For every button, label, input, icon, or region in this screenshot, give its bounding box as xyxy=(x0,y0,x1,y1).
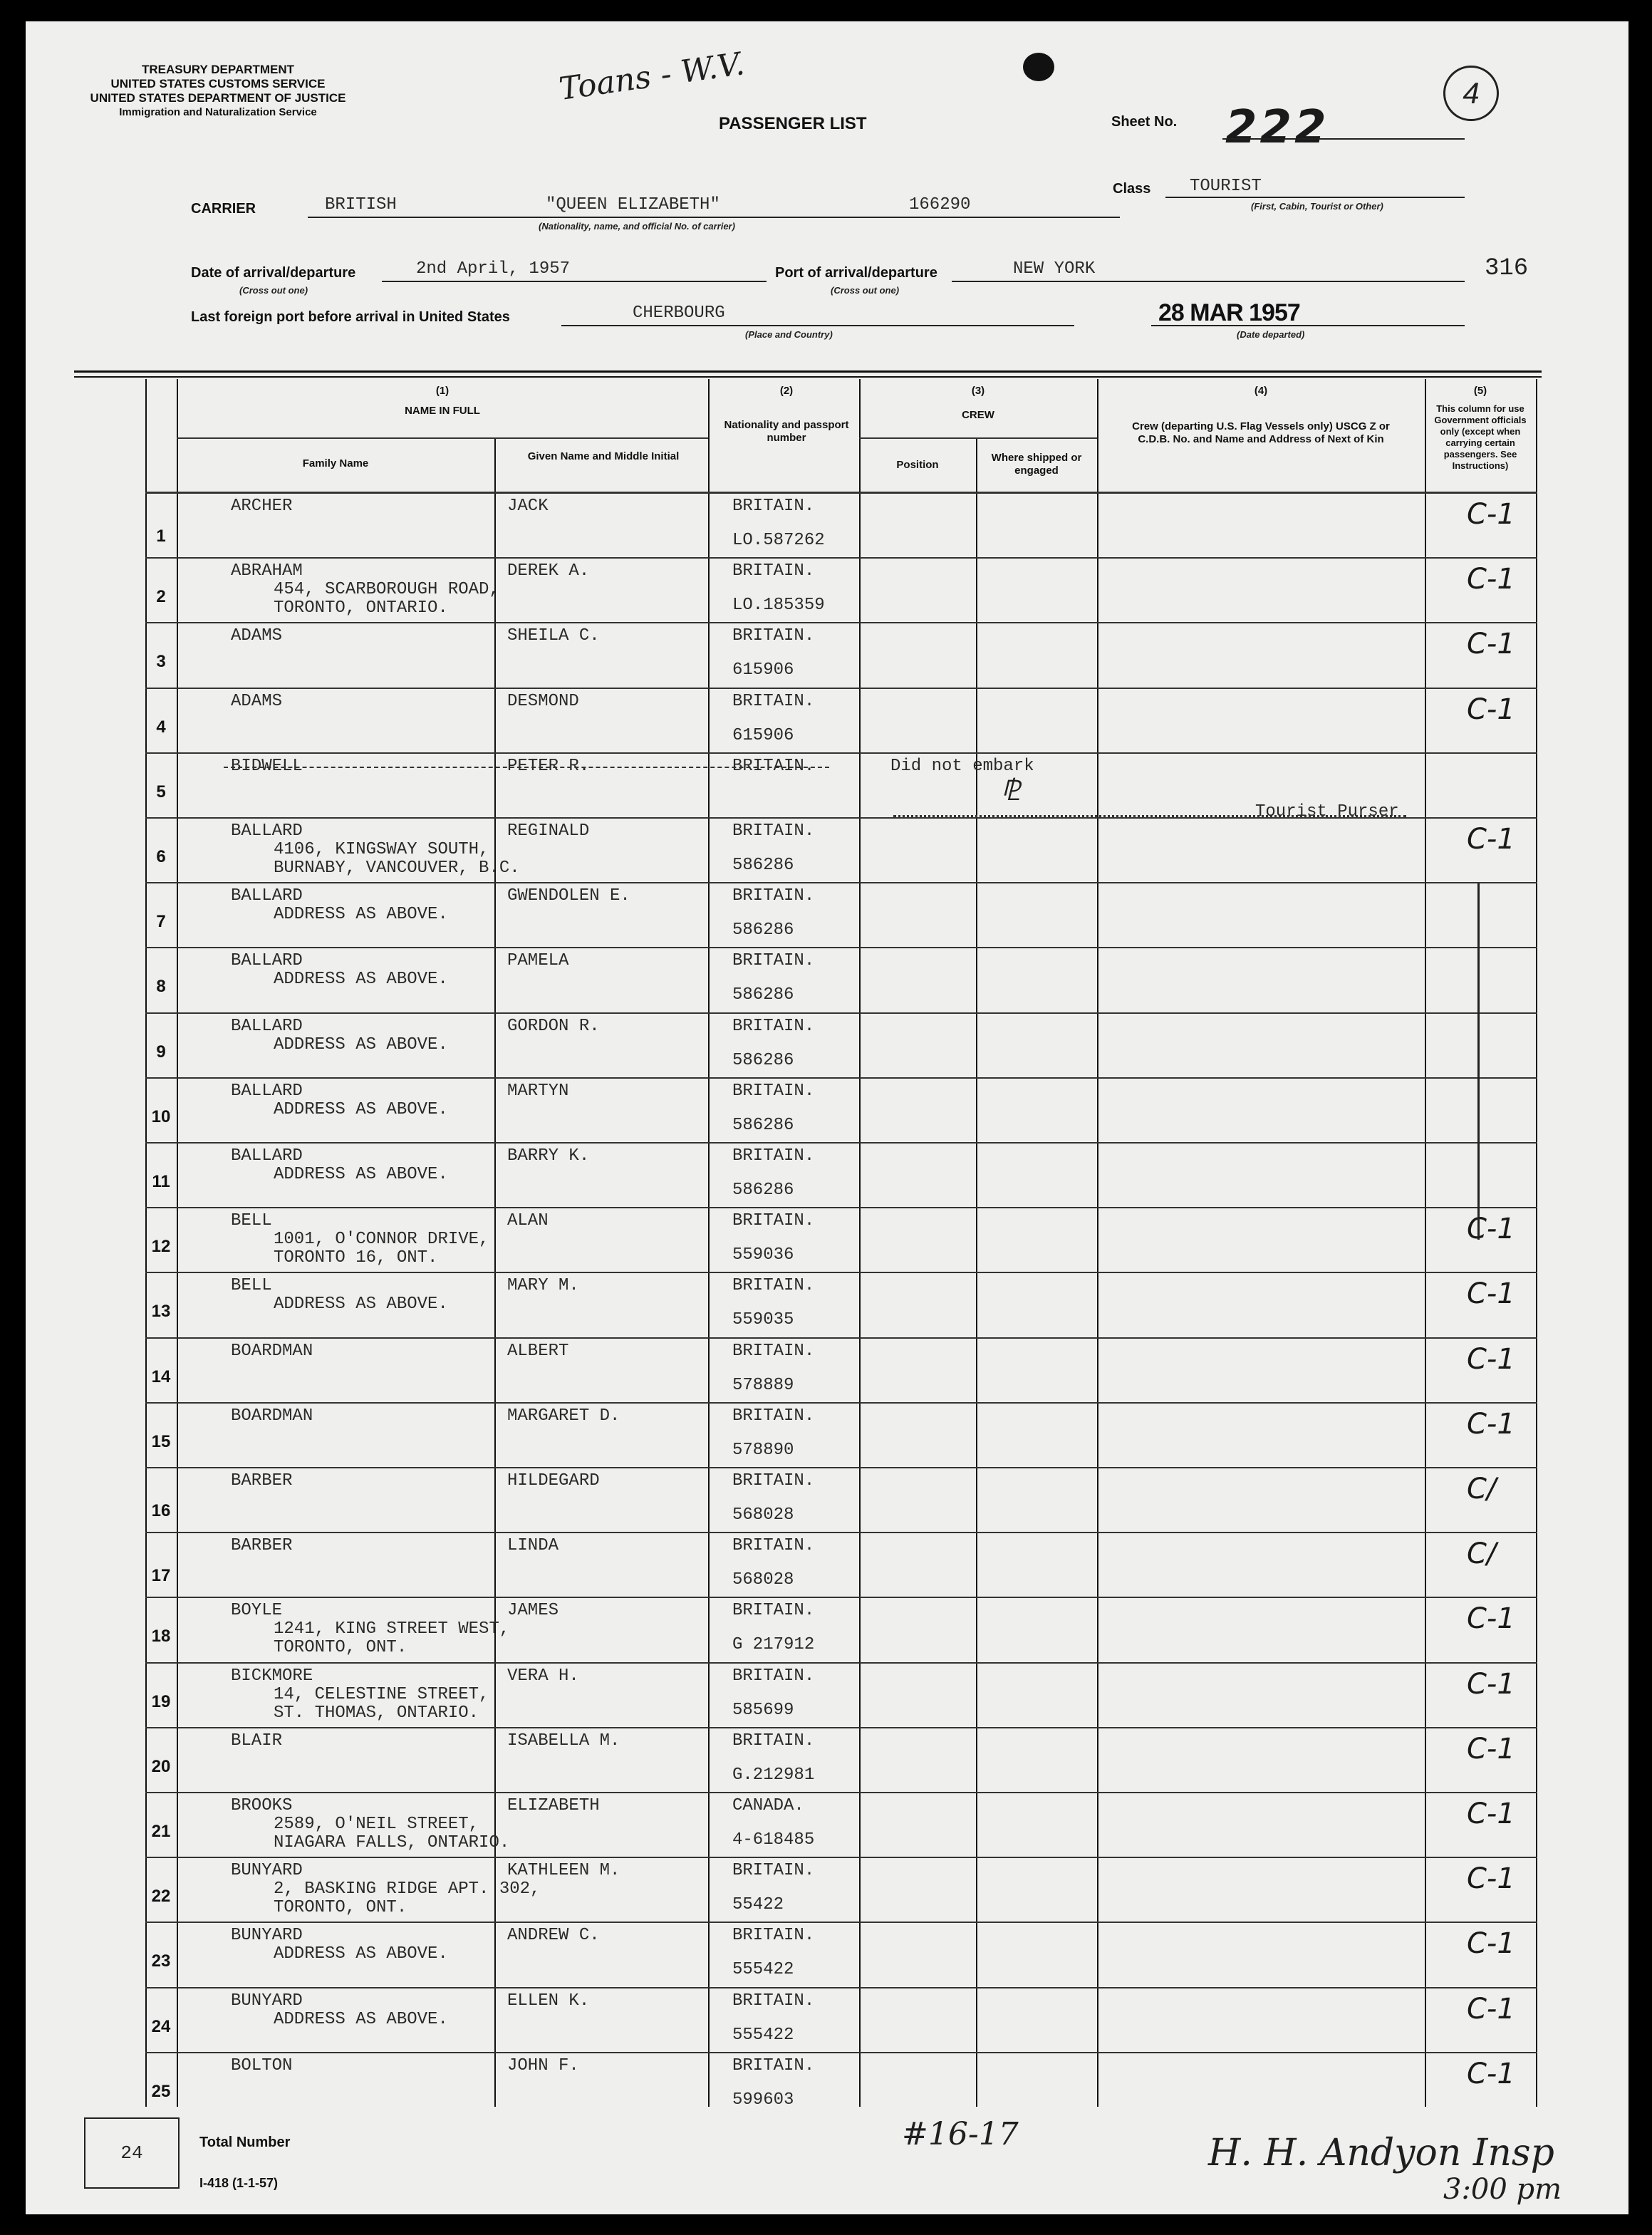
official-mark: C-1 xyxy=(1467,2057,1515,2090)
nationality: CANADA. xyxy=(732,1796,804,1815)
date-departed-underline xyxy=(1151,325,1465,326)
family-name: BARBER xyxy=(231,1536,293,1556)
last-port-caption: (Place and Country) xyxy=(745,329,833,340)
given-name: REGINALD xyxy=(507,821,590,841)
passport-number: 615906 xyxy=(732,725,794,745)
family-name: BALLARD xyxy=(231,1081,303,1101)
family-name: BOYLE xyxy=(231,1601,283,1621)
date-departed-caption: (Date departed) xyxy=(1237,329,1305,340)
header-subrule xyxy=(177,437,494,439)
strike-through-line xyxy=(224,767,829,768)
family-name: BALLARD xyxy=(231,951,303,971)
passport-number: 555422 xyxy=(732,2025,794,2045)
last-port-value: CHERBOURG xyxy=(633,304,725,323)
col4-number: (4) xyxy=(1254,385,1268,397)
passenger-table xyxy=(145,370,1537,2110)
family-name: BOLTON xyxy=(231,2055,293,2075)
col2-number: (2) xyxy=(779,385,794,397)
passport-number: 55422 xyxy=(732,1895,784,1915)
table-top-rule xyxy=(74,370,1542,373)
table-row xyxy=(145,1339,1537,1404)
address-line-1: ADDRESS AS ABOVE. xyxy=(274,970,448,990)
address-line-1: ADDRESS AS ABOVE. xyxy=(274,1099,448,1119)
nationality: BRITAIN. xyxy=(732,1926,815,1946)
carrier-name: "QUEEN ELIZABETH" xyxy=(546,195,720,214)
given-name: ALBERT xyxy=(507,1341,569,1361)
official-mark: C-1 xyxy=(1467,1732,1515,1765)
col3-number: (3) xyxy=(971,385,985,397)
given-name: GORDON R. xyxy=(507,1016,600,1036)
official-mark: C-1 xyxy=(1467,1342,1515,1376)
given-name: ANDREW C. xyxy=(507,1926,600,1946)
given-name: VERA H. xyxy=(507,1666,579,1686)
official-mark: C-1 xyxy=(1467,498,1515,531)
row-number: 10 xyxy=(151,1106,171,1126)
nationality: BRITAIN. xyxy=(732,1081,815,1101)
given-name: LINDA xyxy=(507,1536,559,1556)
family-name: BROOKS xyxy=(231,1796,293,1815)
given-name: PAMELA xyxy=(507,951,569,971)
header-subrule xyxy=(859,437,1097,439)
address-line-1: ADDRESS AS ABOVE. xyxy=(274,905,448,925)
official-mark: C-1 xyxy=(1467,1407,1515,1441)
family-name: ADAMS xyxy=(231,691,283,711)
page-title: PASSENGER LIST xyxy=(719,114,867,133)
given-name: KATHLEEN M. xyxy=(507,1861,620,1881)
table-row xyxy=(145,1664,1537,1728)
address-line-1: 4106, KINGSWAY SOUTH, xyxy=(274,840,489,859)
family-name: BALLARD xyxy=(231,886,303,906)
form-number: I-418 (1-1-57) xyxy=(199,2176,279,2190)
passport-number: 586286 xyxy=(732,1115,794,1135)
given-name: HILDEGARD xyxy=(507,1471,600,1490)
date-departed-stamp: 28 MAR 1957 xyxy=(1158,299,1300,326)
nationality: BRITAIN. xyxy=(732,2055,815,2075)
table-row xyxy=(145,559,1537,623)
official-mark: C-1 xyxy=(1467,693,1515,726)
official-mark: C-1 xyxy=(1467,1862,1515,1896)
row-number: 24 xyxy=(151,2016,171,2036)
row-number: 9 xyxy=(156,1042,166,1062)
nationality: BRITAIN. xyxy=(732,1211,815,1231)
given-name: JACK xyxy=(507,497,549,516)
table-row xyxy=(145,1923,1537,1988)
given-name: JAMES xyxy=(507,1601,559,1621)
address-line-1: ADDRESS AS ABOVE. xyxy=(274,1944,448,1964)
ditto-bracket xyxy=(1477,883,1480,1240)
row-number: 7 xyxy=(156,912,166,932)
official-mark: C/ xyxy=(1467,1473,1497,1505)
row-number: 16 xyxy=(151,1501,171,1520)
sheet-label: Sheet No. xyxy=(1111,114,1178,130)
table-row xyxy=(145,1793,1537,1858)
address-line-2: ST. THOMAS, ONTARIO. xyxy=(274,1703,479,1723)
official-mark: C-1 xyxy=(1467,1602,1515,1636)
nationality: BRITAIN. xyxy=(732,1991,815,2011)
passport-number: G 217912 xyxy=(732,1635,815,1655)
nationality: BRITAIN. xyxy=(732,497,815,516)
col-position: Position xyxy=(896,459,939,471)
passport-number: 4-618485 xyxy=(732,1830,815,1850)
table-row xyxy=(145,1598,1537,1663)
row-number: 8 xyxy=(156,977,166,997)
nationality: BRITAIN. xyxy=(732,1536,815,1556)
did-not-embark-note: Did not embark xyxy=(890,757,1034,776)
row-number: 11 xyxy=(152,1172,170,1191)
family-name: ARCHER xyxy=(231,497,293,516)
passport-number: 578889 xyxy=(732,1375,794,1395)
official-mark: C/ xyxy=(1467,1537,1497,1571)
passport-number: 568028 xyxy=(732,1570,794,1590)
row-number: 19 xyxy=(151,1691,171,1711)
nationality: BRITAIN. xyxy=(732,691,815,711)
passport-number: 585699 xyxy=(732,1700,794,1720)
table-row xyxy=(145,1404,1537,1468)
col5-number: (5) xyxy=(1473,385,1487,397)
handwritten-top-note: Toans - W.V. xyxy=(556,46,747,108)
official-mark: C-1 xyxy=(1467,1213,1515,1246)
table-row xyxy=(145,623,1537,688)
circled-number: 4 xyxy=(1443,66,1499,121)
passport-number: 555422 xyxy=(732,1960,794,1980)
agency-header xyxy=(68,63,368,120)
official-mark: C-1 xyxy=(1467,563,1515,596)
nationality: BRITAIN. xyxy=(732,1276,815,1296)
family-name: BARBER xyxy=(231,1471,293,1490)
agency-line-4: Immigration and Naturalization Service xyxy=(119,106,317,118)
table-row xyxy=(145,689,1537,754)
passport-number: LO.587262 xyxy=(732,531,825,550)
address-line-2: TORONTO, ONT. xyxy=(274,1898,407,1918)
date-label: Date of arrival/departure xyxy=(191,265,356,281)
address-line-1: 1241, KING STREET WEST, xyxy=(274,1619,510,1639)
passport-number: LO.185359 xyxy=(732,596,825,616)
table-row xyxy=(145,1858,1537,1923)
family-name: BOARDMAN xyxy=(231,1406,313,1426)
family-name: BELL xyxy=(231,1211,272,1231)
passport-number: 586286 xyxy=(732,1181,794,1200)
handwritten-note: #16-17 xyxy=(902,2116,1019,2152)
port-caption: (Cross out one) xyxy=(831,285,900,296)
table-row xyxy=(145,494,1537,559)
table-row xyxy=(145,1014,1537,1079)
table-row xyxy=(145,2053,1537,2118)
carrier-nationality: BRITISH xyxy=(325,195,397,214)
address-line-1: 2, BASKING RIDGE APT. 302, xyxy=(274,1879,541,1899)
row-number: 21 xyxy=(151,1822,171,1841)
family-name: BUNYARD xyxy=(231,1861,303,1881)
family-name: BALLARD xyxy=(231,1016,303,1036)
address-line-1: 1001, O'CONNOR DRIVE, xyxy=(274,1230,489,1250)
nationality: BRITAIN. xyxy=(732,561,815,581)
carrier-number: 166290 xyxy=(909,195,971,214)
address-line-2: BURNABY, VANCOUVER, B.C. xyxy=(274,859,520,878)
nationality: BRITAIN. xyxy=(732,1406,815,1426)
table-row xyxy=(145,1468,1537,1533)
sheet-number: 222 xyxy=(1225,101,1329,154)
nationality: BRITAIN. xyxy=(732,626,815,646)
passport-number: 586286 xyxy=(732,921,794,940)
family-name: ADAMS xyxy=(231,626,283,646)
table-row xyxy=(145,1273,1537,1338)
purser-note: Tourist Purser xyxy=(1255,802,1399,821)
agency-line-3: UNITED STATES DEPARTMENT OF JUSTICE xyxy=(90,91,346,105)
passenger-list-page xyxy=(26,21,1628,2214)
row-number: 23 xyxy=(151,1951,171,1971)
table-row xyxy=(145,1728,1537,1793)
given-name: MARY M. xyxy=(507,1276,579,1296)
passport-number: 615906 xyxy=(732,660,794,680)
address-line-1: ADDRESS AS ABOVE. xyxy=(274,1165,448,1184)
passport-number: 568028 xyxy=(732,1505,794,1525)
given-name: ISABELLA M. xyxy=(507,1731,620,1751)
passport-number: 578890 xyxy=(732,1440,794,1460)
total-number-label: Total Number xyxy=(199,2135,291,2150)
row-number: 14 xyxy=(151,1367,171,1386)
address-line-1: ADDRESS AS ABOVE. xyxy=(274,1295,448,1314)
port-label: Port of arrival/departure xyxy=(775,265,937,281)
row-number: 13 xyxy=(151,1302,171,1322)
class-underline xyxy=(1165,197,1465,198)
family-name: BELL xyxy=(231,1276,272,1296)
passport-number: 559035 xyxy=(732,1310,794,1330)
nationality: BRITAIN. xyxy=(732,1666,815,1686)
class-caption: (First, Cabin, Tourist or Other) xyxy=(1251,201,1383,212)
table-row xyxy=(145,1208,1537,1273)
address-line-2: TORONTO, ONTARIO. xyxy=(274,598,448,618)
official-mark: C-1 xyxy=(1467,1667,1515,1701)
nationality: BRITAIN. xyxy=(732,1861,815,1881)
agency-line-1: TREASURY DEPARTMENT xyxy=(141,63,295,76)
official-mark: C-1 xyxy=(1467,1277,1515,1311)
family-name: BALLARD xyxy=(231,1146,303,1166)
address-line-2: TORONTO, ONT. xyxy=(274,1638,407,1658)
col1-title: NAME IN FULL xyxy=(405,405,480,417)
family-name: BOARDMAN xyxy=(231,1341,313,1361)
nationality: BRITAIN. xyxy=(732,756,815,776)
sheet-underline xyxy=(1222,138,1465,140)
col4-title: Crew (departing U.S. Flag Vessels only) USCG Z or C.D.B. No. and Name and Address of Next of Kin xyxy=(1132,420,1390,445)
given-name: GWENDOLEN E. xyxy=(507,886,630,906)
header-subrule xyxy=(494,437,708,439)
passport-number: 586286 xyxy=(732,985,794,1005)
family-name: BLAIR xyxy=(231,1731,283,1751)
given-name: DESMOND xyxy=(507,691,579,711)
given-name: MARTYN xyxy=(507,1081,569,1101)
address-line-1: 14, CELESTINE STREET, xyxy=(274,1684,489,1704)
table-row xyxy=(145,1079,1537,1144)
carrier-underline xyxy=(308,217,1120,218)
passport-number: 586286 xyxy=(732,856,794,875)
given-name: MARGARET D. xyxy=(507,1406,620,1426)
given-name: SHEILA C. xyxy=(507,626,600,646)
row-number: 12 xyxy=(151,1237,171,1257)
family-name: BUNYARD xyxy=(231,1926,303,1946)
col-given-name: Given Name and Middle Initial xyxy=(527,450,680,462)
inspector-signature: H. H. Andyon Insp xyxy=(1208,2132,1554,2174)
row-number: 5 xyxy=(156,782,166,802)
row-number: 15 xyxy=(151,1431,171,1451)
col-family-name: Family Name xyxy=(302,457,369,470)
family-name: BALLARD xyxy=(231,821,303,841)
row-number: 18 xyxy=(151,1627,171,1647)
row-number: 22 xyxy=(151,1887,171,1907)
official-mark: C-1 xyxy=(1467,1798,1515,1830)
table-row xyxy=(145,1988,1537,2053)
family-name: BUNYARD xyxy=(231,1991,303,2011)
given-name: ALAN xyxy=(507,1211,549,1231)
nationality: BRITAIN. xyxy=(732,821,815,841)
family-name: BIDWELL xyxy=(231,756,303,776)
nationality: BRITAIN. xyxy=(732,1601,815,1621)
nationality: BRITAIN. xyxy=(732,1146,815,1166)
passport-number: 586286 xyxy=(732,1050,794,1070)
port-value: NEW YORK xyxy=(1013,259,1096,279)
address-line-1: ADDRESS AS ABOVE. xyxy=(274,1034,448,1054)
col-where-shipped: Where shipped or engaged xyxy=(991,452,1082,477)
class-value: TOURIST xyxy=(1190,177,1262,196)
agency-line-2: UNITED STATES CUSTOMS SERVICE xyxy=(110,77,326,90)
page-number: 316 xyxy=(1485,255,1529,282)
date-value: 2nd April, 1957 xyxy=(416,259,571,279)
col2-title: Nationality and passport number xyxy=(724,419,849,444)
row-number: 3 xyxy=(156,652,166,672)
signature-time: 3:00 pm xyxy=(1443,2173,1562,2206)
nationality: BRITAIN. xyxy=(732,1341,815,1361)
row-number: 1 xyxy=(156,527,166,546)
col5-title: This column for use Government officials only (except when carrying certain passengers. See Instructions) xyxy=(1434,403,1527,471)
given-name: PETER R. xyxy=(507,756,590,776)
passport-number: G.212981 xyxy=(732,1765,815,1785)
purser-signature: ⅊ xyxy=(1000,774,1020,807)
class-label: Class xyxy=(1113,181,1151,197)
official-mark: C-1 xyxy=(1467,823,1515,856)
nationality: BRITAIN. xyxy=(732,1471,815,1490)
row-number: 17 xyxy=(151,1566,171,1586)
row-number: 4 xyxy=(156,717,166,737)
col1-number: (1) xyxy=(435,385,450,397)
date-caption: (Cross out one) xyxy=(239,285,308,296)
total-number-box: 24 xyxy=(84,2117,180,2189)
table-top-rule-2 xyxy=(74,376,1542,378)
family-name: BICKMORE xyxy=(231,1666,313,1686)
table-row xyxy=(145,1533,1537,1598)
address-line-2: NIAGARA FALLS, ONTARIO. xyxy=(274,1833,510,1852)
port-underline xyxy=(952,281,1465,282)
passport-number: 599603 xyxy=(732,2090,794,2110)
table-row xyxy=(145,948,1537,1013)
col3-title: CREW xyxy=(962,409,994,421)
nationality: BRITAIN. xyxy=(732,886,815,906)
nationality: BRITAIN. xyxy=(732,951,815,971)
table-row xyxy=(145,883,1537,948)
given-name: ELLEN K. xyxy=(507,1991,590,2011)
last-port-underline xyxy=(561,325,1074,326)
official-mark: C-1 xyxy=(1467,1927,1515,1961)
date-underline xyxy=(382,281,767,282)
official-mark: C-1 xyxy=(1467,1992,1515,2026)
address-line-1: ADDRESS AS ABOVE. xyxy=(274,2009,448,2029)
ink-blot xyxy=(1023,53,1054,81)
carrier-label: CARRIER xyxy=(191,201,256,217)
row-number: 25 xyxy=(151,2081,171,2101)
address-line-1: 2589, O'NEIL STREET, xyxy=(274,1815,479,1834)
given-name: JOHN F. xyxy=(507,2055,579,2075)
row-number: 2 xyxy=(156,587,166,607)
table-row xyxy=(145,819,1537,883)
given-name: DEREK A. xyxy=(507,561,590,581)
nationality: BRITAIN. xyxy=(732,1016,815,1036)
address-line-1: 454, SCARBOROUGH ROAD, xyxy=(274,580,499,600)
nationality: BRITAIN. xyxy=(732,1731,815,1751)
carrier-caption: (Nationality, name, and official No. of carrier) xyxy=(539,221,735,232)
table-row xyxy=(145,1144,1537,1208)
official-mark: C-1 xyxy=(1467,628,1515,661)
row-number: 6 xyxy=(156,847,166,866)
given-name: BARRY K. xyxy=(507,1146,590,1166)
passport-number: 559036 xyxy=(732,1245,794,1265)
last-port-label: Last foreign port before arrival in United States xyxy=(191,309,510,325)
row-number: 20 xyxy=(151,1756,171,1776)
given-name: ELIZABETH xyxy=(507,1796,600,1815)
family-name: ABRAHAM xyxy=(231,561,303,581)
address-line-2: TORONTO 16, ONT. xyxy=(274,1248,438,1268)
